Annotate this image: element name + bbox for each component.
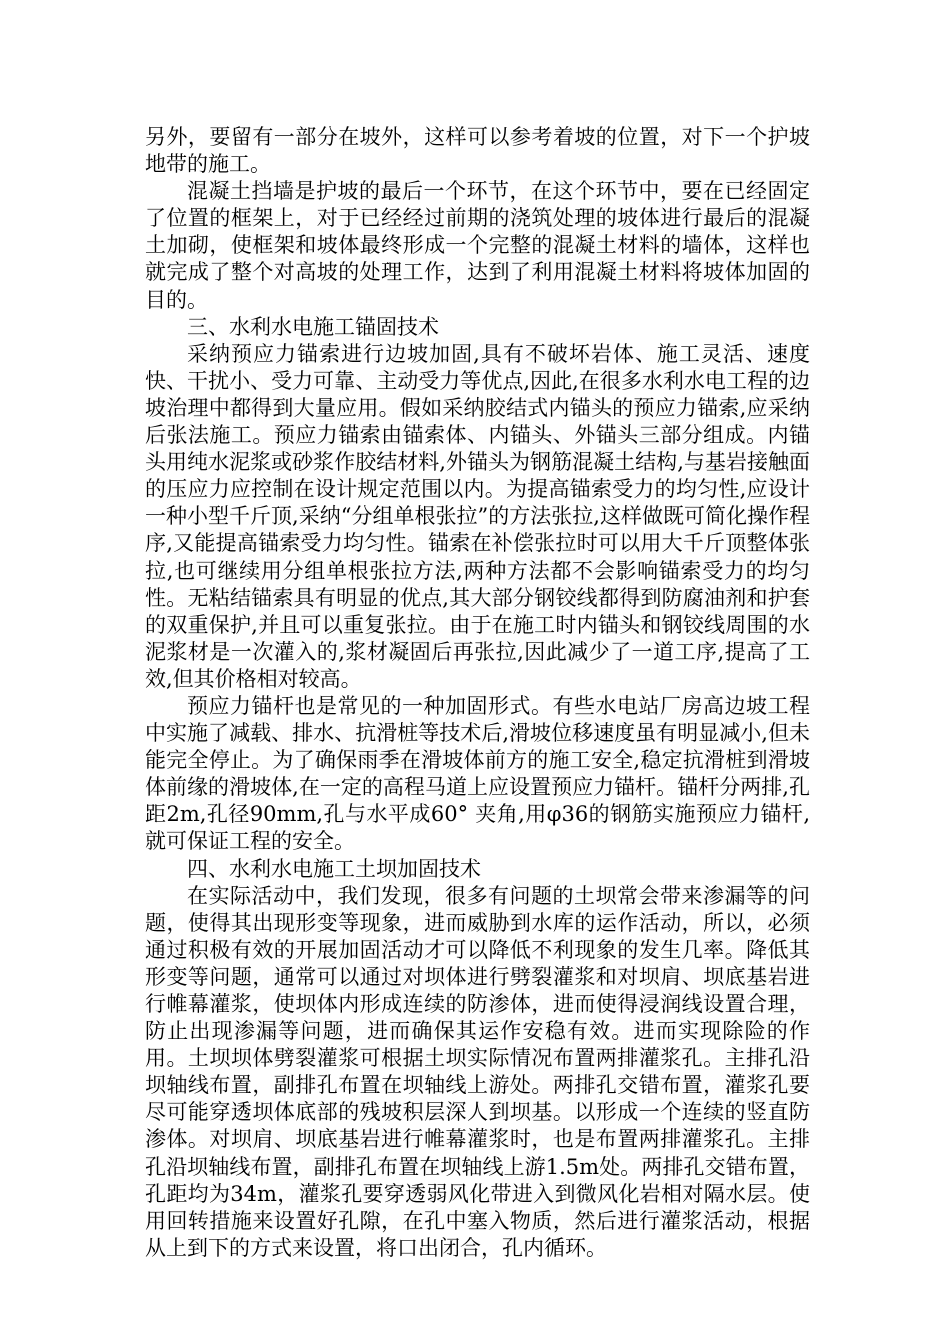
- paragraph-earth-dam-grouting: 在实际活动中，我们发现，很多有问题的土坝常会带来渗漏等的问题，使得其出现形变等现象，进而威胁到水库的运作活动，所以，必须通过积极有效的开展加固活动才可以降低不利现象的发生几率。降低其形变等问题，通常可以通过对坝体进行劈裂灌浆和对坝肩、坝底基岩进行帷幕灌浆，使坝体内形成连续的防渗体，进而使得浸润线设置合理，防止出现渗漏等问题，进而确保其运作安稳有效。进而实现除险的作用。土坝坝体劈裂灌浆可根据土坝实际情况布置两排灌浆孔。主排孔沿坝轴线布置，副排孔布置在坝轴线上游处。两排孔交错布置，灌浆孔要尽可能穿透坝体底部的残坡积层深人到坝基。以形成一个连续的竖直防渗体。对坝肩、坝底基岩进行帷幕灌浆时，也是布置两排灌浆孔。主排孔沿坝轴线布置，副排孔布置在坝轴线上游1.5m处。两排孔交错布置，孔距均为34m，灌浆孔要穿透弱风化带进入到微风化岩相对隔水层。使用回转措施来设置好孔隙，在孔中塞入物质，然后进行灌浆活动，根据从上到下的方式来设置，将口出闭合，孔内循环。: [145, 883, 810, 1260]
- section-heading-anchoring: 三、水利水电施工锚固技术: [187, 314, 439, 339]
- section-heading-earth-dam: 四、水利水电施工土坝加固技术: [187, 856, 481, 881]
- paragraph-prestressed-cable: 采纳预应力锚索进行边坡加固,具有不破坏岩体、施工灵活、速度快、干扰小、受力可靠、主动受力等优点,因此,在很多水利水电工程的边坡治理中都得到大量应用。假如采纳胶结式内锚头的预应力锚索,应采纳后张法施工。预应力锚索由锚索体、内锚头、外锚头三部分组成。内锚头用纯水泥浆或砂浆作胶结材料,外锚头为钢筋混凝土结构,与基岩接触面的压应力应控制在设计规定范围以内。为提高锚索受力的均匀性,应设计一种小型千斤顶,采纳“分组单根张拉”的方法张拉,这样做既可简化操作程序,又能提高锚索受力均匀性。锚索在补偿张拉时可以用大千斤顶整体张拉,也可继续用分组单根张拉方法,两种方法都不会影响锚索受力的均匀性。无粘结锚索具有明显的优点,其大部分钢铰线都得到防腐油剂和护套的双重保护,并且可以重复张拉。由于在施工时内锚头和钢铰线周围的水泥浆材是一次灌入的,浆材凝固后再张拉,因此减少了一道工序,提高了工效,但其价格相对较高。: [145, 341, 810, 691]
- paragraph-continuation: 另外，要留有一部分在坡外，这样可以参考着坡的位置，对下一个护坡地带的施工。: [145, 125, 810, 177]
- document-body: [145, 124, 810, 1262]
- paragraph-prestressed-bolt: 预应力锚杆也是常见的一种加固形式。有些水电站厂房高边坡工程中实施了减载、排水、抗滑桩等技术后,滑坡位移速度虽有明显减小,但未能完全停止。为了确保雨季在滑坡体前方的施工安全,稳定抗滑桩到滑坡体前缘的滑坡体,在一定的高程马道上应设置预应力锚杆。锚杆分两排,孔距2m,孔径90mm,孔与水平成60° 夹角,用φ36的钢筋实施预应力锚杆,就可保证工程的安全。: [145, 693, 811, 854]
- paragraph-concrete-wall: 混凝土挡墙是护坡的最后一个环节，在这个环节中，要在已经固定了位置的框架上，对于已经经过前期的浇筑处理的坡体进行最后的混凝土加砌，使框架和坡体最终形成一个完整的混凝土材料的墙体，这样也就完成了整个对高坡的处理工作，达到了利用混凝土材料将坡体加固的目的。: [145, 179, 810, 312]
